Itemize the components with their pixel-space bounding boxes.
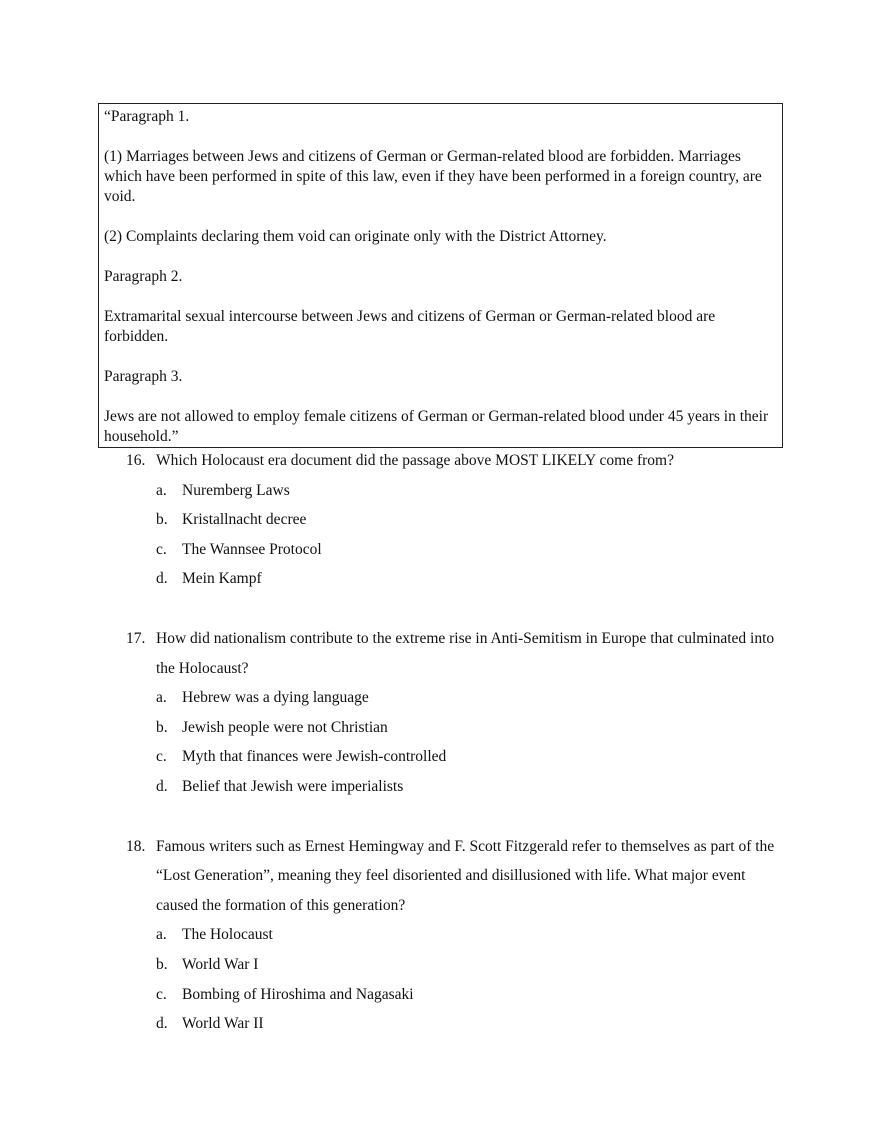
- answer-option: [126, 683, 786, 713]
- passage-box: [98, 103, 783, 448]
- option-letter: b.: [156, 718, 168, 736]
- passage-paragraph: (1) Marriages between Jews and citizens of German or German-related blood are forbidden. Marriages which have been performed in spite of this law, even if they have been performed in a foreign country, are void.: [104, 148, 762, 205]
- answer-option: [126, 564, 786, 594]
- option-text: Kristallnacht decree: [182, 511, 307, 529]
- option-letter: c.: [156, 748, 167, 766]
- answer-option: [126, 742, 786, 772]
- option-text: Mein Kampf: [182, 570, 262, 588]
- answer-option: [126, 476, 786, 506]
- option-text: Bombing of Hiroshima and Nagasaki: [182, 985, 414, 1003]
- answer-option: [126, 535, 786, 565]
- question-17: [126, 624, 786, 802]
- question-16: [126, 446, 786, 594]
- question-number: 16.: [126, 452, 146, 469]
- option-text: Jewish people were not Christian: [182, 718, 388, 736]
- answer-options: [126, 476, 786, 594]
- option-text: World War II: [182, 1015, 264, 1033]
- answer-option: [126, 1009, 786, 1039]
- option-letter: d.: [156, 570, 168, 588]
- answer-options: [126, 920, 786, 1038]
- passage-paragraph: (2) Complaints declaring them void can originate only with the District Attorney.: [104, 228, 607, 245]
- answer-option: [126, 980, 786, 1010]
- option-text: The Wannsee Protocol: [182, 540, 322, 558]
- question-text: Which Holocaust era document did the passage above MOST LIKELY come from?: [156, 452, 674, 469]
- passage-paragraph: Paragraph 2.: [104, 268, 183, 285]
- answer-option: [126, 950, 786, 980]
- question-list: [126, 446, 786, 1039]
- answer-option: [126, 713, 786, 743]
- option-text: Hebrew was a dying language: [182, 689, 369, 707]
- option-text: Nuremberg Laws: [182, 481, 290, 499]
- option-letter: a.: [156, 481, 167, 499]
- answer-option: [126, 505, 786, 535]
- question-number: 18.: [126, 837, 146, 855]
- option-letter: d.: [156, 1015, 168, 1033]
- question-18: [126, 832, 786, 1039]
- question-number: 17.: [126, 629, 146, 647]
- option-text: Myth that finances were Jewish-controlled: [182, 748, 447, 766]
- passage-paragraph: “Paragraph 1.: [104, 108, 190, 125]
- passage-paragraph: Extramarital sexual intercourse between Jews and citizens of German or German-related blood are forbidden.: [104, 308, 716, 345]
- option-letter: d.: [156, 777, 168, 795]
- passage-paragraph: Paragraph 3.: [104, 368, 183, 385]
- passage-paragraph: Jews are not allowed to employ female citizens of German or German-related blood under 45 years in their household.”: [104, 408, 769, 445]
- question-text: Famous writers such as Ernest Hemingway and F. Scott Fitzgerald refer to themselves as part of the “Lost Generation”, meaning they feel disoriented and disillusioned with life. What major event caused the formation of this generation?: [156, 837, 775, 914]
- option-letter: a.: [156, 926, 167, 944]
- answer-option: [126, 920, 786, 950]
- option-text: Belief that Jewish were imperialists: [182, 777, 404, 795]
- question-text: How did nationalism contribute to the extreme rise in Anti-Semitism in Europe that culminated into the Holocaust?: [156, 629, 775, 677]
- answer-option: [126, 772, 786, 802]
- option-text: The Holocaust: [182, 926, 273, 944]
- option-letter: b.: [156, 511, 168, 529]
- option-letter: c.: [156, 985, 167, 1003]
- option-letter: a.: [156, 689, 167, 707]
- answer-options: [126, 683, 786, 801]
- option-text: World War I: [182, 955, 259, 973]
- option-letter: c.: [156, 540, 167, 558]
- option-letter: b.: [156, 955, 168, 973]
